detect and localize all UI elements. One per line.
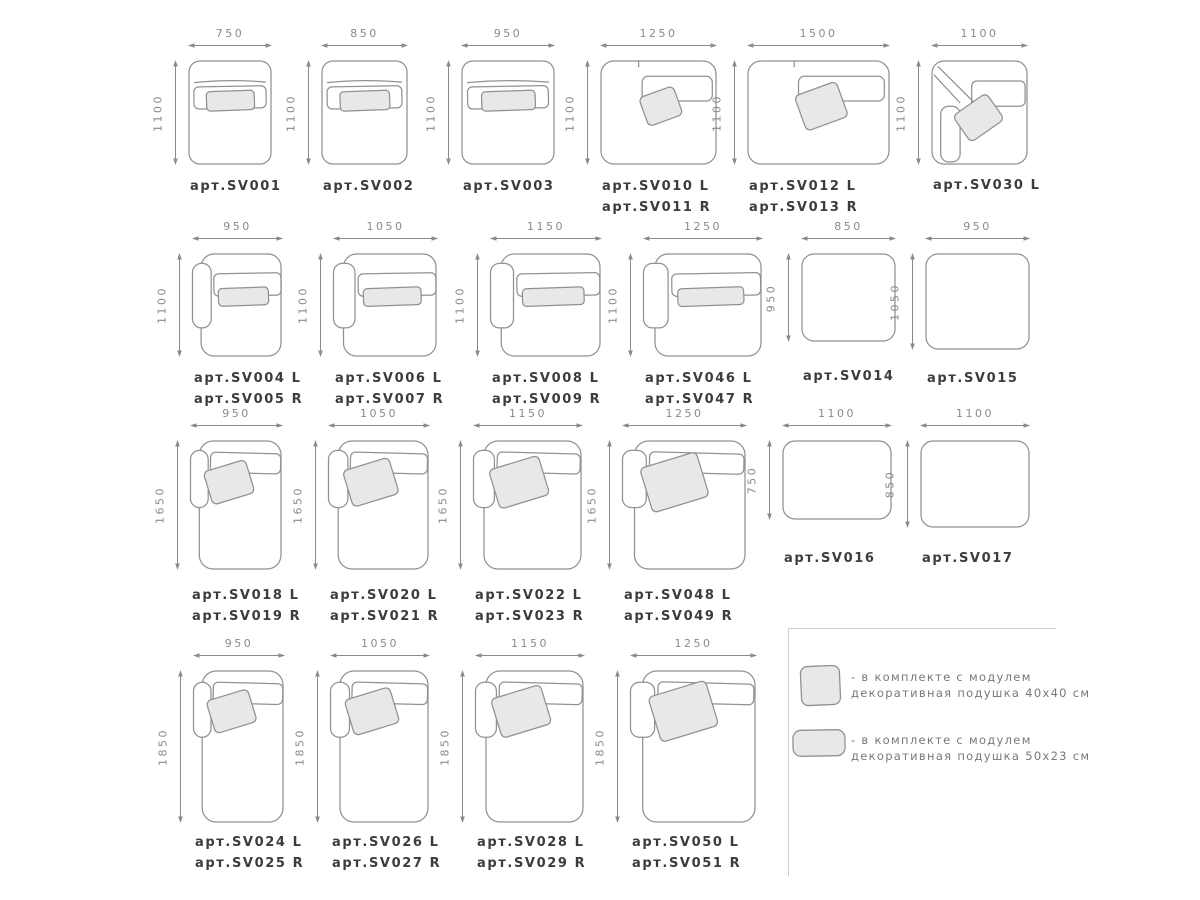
height-dimension-line [176,670,185,823]
article-label-SV010 [602,176,711,218]
article-line: арт.SV021 R [330,609,440,624]
height-dimension-value: 1100 [606,286,620,324]
module-SV001 [151,27,282,194]
article-label-SV004 [194,368,303,410]
module-SV026 [293,637,442,871]
article-line: арт.SV018 L [192,588,300,603]
width-dimension-line [190,421,283,430]
height-dimension-value: 950 [764,283,778,312]
width-dimension-value: 1150 [509,407,547,420]
width-dimension-value: 1250 [665,407,704,420]
module-SV048 [585,407,747,624]
width-dimension-value: 850 [350,27,379,40]
module-drawing-SV048 [622,440,747,570]
article-label-SV028 [477,832,586,874]
module-SV012 [710,27,890,215]
article-line: арт.SV051 R [632,856,742,871]
module-drawing-SV003 [461,60,555,165]
module-SV008 [453,220,602,407]
armrest-left [193,263,212,328]
module-drawing-SV012 [747,60,890,165]
armrest-left [631,682,655,737]
article-label-SV015 [927,368,1019,389]
height-dimension-line [765,440,774,520]
article-line: арт.SV009 R [492,392,602,407]
module-drawing-SV022 [473,440,583,570]
lumbar-pillow-icon [522,287,584,307]
module-SV003 [424,27,555,194]
armrest-left [644,263,669,328]
legend-item-1-text [851,670,1090,701]
article-line: арт.SV026 L [332,835,440,850]
article-line: арт.SV002 [323,179,415,194]
height-dimension-line [473,253,482,357]
width-dimension-line [920,421,1030,430]
width-dimension-value: 1100 [818,407,856,420]
height-dimension-line [730,60,739,165]
article-line: арт.SV025 R [195,856,305,871]
module-drawing-SV026 [330,670,430,823]
width-dimension-line [782,421,892,430]
module-drawing-SV016 [782,440,892,520]
width-dimension-line [925,234,1030,243]
width-dimension-line [473,421,583,430]
legend-item-2-line2: декоративная подушка 50х23 см [851,748,1091,763]
height-dimension-line [175,253,184,357]
module-drawing-SV004 [192,253,283,357]
article-line: арт.SV017 [922,551,1014,566]
height-dimension-value: 1650 [585,486,599,524]
width-dimension-line [188,41,272,50]
article-line: арт.SV019 R [192,609,302,624]
height-dimension-value: 1100 [284,93,298,132]
height-dimension-line [605,440,614,570]
width-dimension-line [630,651,757,660]
article-line: арт.SV007 R [335,392,445,407]
height-dimension-value: 1850 [293,727,307,766]
lumbar-pillow-icon [206,90,255,111]
module-SV050 [593,637,757,871]
height-dimension-value: 1100 [563,93,577,132]
height-dimension-line [304,60,313,165]
module-drawing-SV030 [931,60,1028,165]
article-line: арт.SV048 L [624,588,732,603]
width-dimension-value: 850 [834,220,863,233]
module-drawing-SV024 [193,670,285,823]
module-drawing-SV008 [490,253,602,357]
article-label-SV012 [749,176,858,218]
width-dimension-value: 950 [963,220,992,233]
module-SV010 [563,27,717,215]
module-SV017 [883,407,1030,566]
height-dimension-value: 1100 [151,93,165,132]
height-dimension-line [613,670,622,823]
height-dimension-value: 1850 [438,727,452,766]
height-dimension-value: 1100 [296,286,310,324]
module-drawing-SV020 [328,440,430,570]
width-dimension-line [801,234,896,243]
width-dimension-line [747,41,890,50]
module-drawing-SV046 [643,253,763,357]
module-SV016 [745,407,892,566]
width-dimension-value: 1100 [956,407,994,420]
width-dimension-line [321,41,408,50]
armrest-left [334,263,356,328]
module-drawing-SV002 [321,60,408,165]
height-dimension-value: 1100 [894,93,908,132]
legend-border-left [788,628,789,876]
height-dimension-line [316,253,325,357]
module-SV006 [296,220,445,407]
width-dimension-value: 950 [223,220,252,233]
article-label-SV008 [492,368,601,410]
article-line: арт.SV011 R [602,200,712,215]
width-dimension-value: 950 [224,637,254,650]
article-line: арт.SV046 L [645,371,753,386]
height-dimension-line [908,253,917,350]
article-line: арт.SV047 R [645,392,755,407]
height-dimension-value: 850 [883,469,897,499]
article-label-SV003 [463,176,555,197]
height-dimension-line [903,440,912,528]
lumbar-pillow-icon [218,287,269,306]
height-dimension-line [784,253,793,342]
module-SV015 [888,220,1030,386]
article-label-SV026 [332,832,441,874]
height-dimension-line [173,440,182,570]
legend-item-1-line1: - в комплекте с модулем [851,670,1032,684]
height-dimension-value: 750 [745,465,759,495]
article-line: арт.SV028 L [477,835,585,850]
article-line: арт.SV001 [190,179,282,194]
width-dimension-value: 750 [215,27,245,40]
height-dimension-value: 1100 [710,93,724,132]
legend-item-1-line2: декоративная подушка 40х40 см [851,685,1091,700]
module-SV018 [153,407,302,624]
armrest-left [491,263,514,328]
module-drawing-SV028 [475,670,585,823]
module-drawing-SV006 [333,253,438,357]
width-dimension-value: 1050 [366,220,405,233]
height-dimension-value: 1850 [593,727,607,766]
article-line: арт.SV030 L [933,178,1041,193]
legend-border-top [788,628,1056,629]
module-SV020 [291,407,440,624]
width-dimension-line [328,421,430,430]
width-dimension-value: 1050 [360,407,398,420]
module-drawing-SV001 [188,60,272,165]
height-dimension-line [626,253,635,357]
lumbar-pillow-icon [791,728,849,760]
lumbar-pillow-icon [481,90,535,111]
module-SV046 [606,220,763,407]
article-label-SV024 [195,832,304,874]
width-dimension-value: 950 [222,407,251,420]
article-label-SV001 [190,176,282,197]
article-label-SV006 [335,368,444,410]
article-line: арт.SV016 [784,551,876,566]
height-dimension-line [914,60,923,165]
article-label-SV022 [475,585,584,627]
lumbar-pillow-icon [340,90,390,111]
square-pillow-icon [797,662,845,710]
article-label-SV048 [624,585,733,627]
width-dimension-line [600,41,717,50]
width-dimension-line [193,651,285,660]
article-label-SV002 [323,176,415,197]
height-dimension-line [311,440,320,570]
legend-item-2-text [851,733,1090,764]
article-label-SV020 [330,585,439,627]
article-line: арт.SV023 R [475,609,585,624]
module-SV022 [436,407,585,624]
article-label-SV030 [933,175,1041,196]
module-drawing-SV050 [630,670,757,823]
article-label-SV046 [645,368,754,410]
height-dimension-value: 1100 [424,93,438,132]
module-SV004 [155,220,304,407]
article-line: арт.SV050 L [632,835,740,850]
module-SV028 [438,637,587,871]
article-line: арт.SV015 [927,371,1019,386]
article-line: арт.SV049 R [624,609,734,624]
module-drawing-SV015 [925,253,1030,350]
module-SV030 [894,27,1041,193]
module-drawing-SV017 [920,440,1030,528]
width-dimension-line [330,651,430,660]
height-dimension-line [583,60,592,165]
article-line: арт.SV029 R [477,856,587,871]
width-dimension-value: 1250 [674,637,713,650]
module-drawing-SV014 [801,253,896,342]
height-dimension-line [171,60,180,165]
width-dimension-value: 1250 [639,27,678,40]
article-line: арт.SV027 R [332,856,442,871]
module-SV002 [284,27,415,194]
article-line: арт.SV005 R [194,392,304,407]
width-dimension-line [461,41,555,50]
height-dimension-line [458,670,467,823]
height-dimension-line [313,670,322,823]
article-line: арт.SV013 R [749,200,859,215]
article-label-SV018 [192,585,301,627]
width-dimension-line [622,421,747,430]
article-line: арт.SV010 L [602,179,710,194]
height-dimension-line [456,440,465,570]
height-dimension-value: 1650 [436,486,450,524]
article-label-SV016 [784,548,876,569]
article-label-SV014 [803,366,895,387]
width-dimension-line [643,234,763,243]
module-drawing-SV018 [190,440,283,570]
square-pillow-icon [639,86,684,127]
lumbar-pillow-icon [678,287,745,307]
module-drawing-SV010 [600,60,717,165]
article-line: арт.SV020 L [330,588,438,603]
module-SV024 [156,637,305,871]
article-line: арт.SV004 L [194,371,302,386]
article-line: арт.SV024 L [195,835,303,850]
article-line: арт.SV006 L [335,371,443,386]
height-dimension-value: 1100 [453,286,467,324]
width-dimension-value: 950 [493,27,523,40]
lumbar-pillow-icon [363,287,421,307]
article-label-SV017 [922,548,1014,569]
article-line: арт.SV003 [463,179,555,194]
height-dimension-value: 1050 [888,282,902,321]
width-dimension-value: 1050 [361,637,399,650]
width-dimension-value: 1150 [511,637,549,650]
article-line: арт.SV022 L [475,588,583,603]
width-dimension-line [490,234,602,243]
article-label-SV050 [632,832,741,874]
height-dimension-line [444,60,453,165]
height-dimension-value: 1850 [156,727,170,766]
height-dimension-value: 1100 [155,286,169,324]
width-dimension-line [931,41,1028,50]
width-dimension-line [192,234,283,243]
square-pillow-icon [794,81,848,131]
article-line: арт.SV014 [803,369,895,384]
width-dimension-value: 1250 [684,220,722,233]
height-dimension-value: 1650 [153,486,167,524]
width-dimension-value: 1500 [799,27,838,40]
article-line: арт.SV008 L [492,371,600,386]
width-dimension-value: 1150 [527,220,565,233]
article-line: арт.SV012 L [749,179,857,194]
height-dimension-value: 1650 [291,486,305,524]
width-dimension-value: 1100 [960,27,999,40]
width-dimension-line [475,651,585,660]
legend-item-2-line1: - в комплекте с модулем [851,733,1032,747]
module-SV014 [764,220,896,384]
width-dimension-line [333,234,438,243]
